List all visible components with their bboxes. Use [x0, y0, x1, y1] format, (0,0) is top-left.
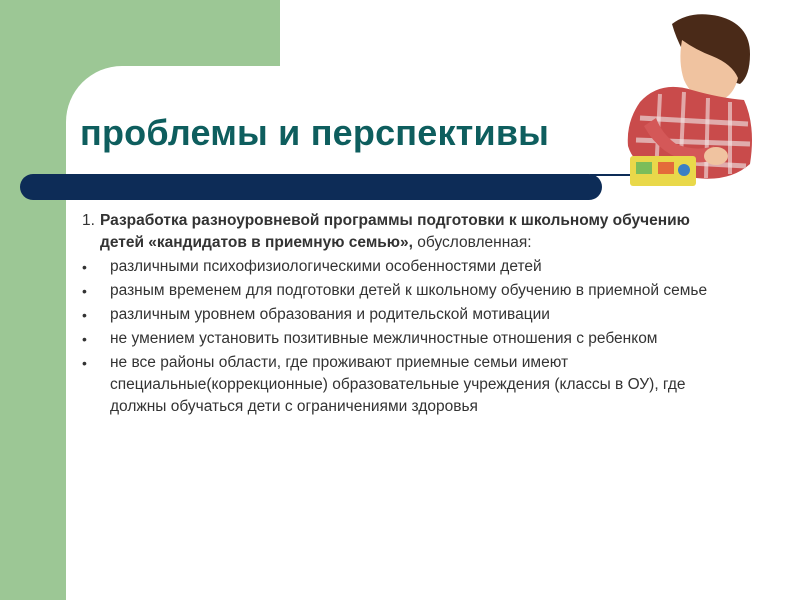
bullet-list: [82, 256, 722, 418]
bullet-icon: •: [82, 307, 87, 323]
bullet-icon: •: [82, 259, 87, 275]
item-number: 1.: [82, 212, 95, 229]
slide-body: [82, 210, 722, 420]
bullet-icon: •: [82, 331, 87, 347]
title-underline-bar: [20, 174, 602, 200]
list-item: [82, 304, 722, 326]
intro-paragraph: [82, 210, 722, 254]
bullet-icon: •: [82, 355, 87, 371]
list-item: [82, 328, 722, 350]
list-item-text: различными психофизиологическими особенностями детей: [110, 258, 542, 275]
list-item-text: разным временем для подготовки детей к школьному обучению в приемной семье: [110, 282, 708, 299]
child-hand: [704, 147, 728, 165]
child-playing-photo: [600, 6, 760, 196]
list-item-text: не умением установить позитивные межличностные отношения с ребенком: [110, 330, 658, 347]
slide-title: проблемы и перспективы: [80, 112, 550, 153]
list-item: [82, 352, 722, 418]
intro-normal-text: обусловленная:: [412, 234, 532, 251]
list-item: [82, 256, 722, 278]
bullet-icon: •: [82, 283, 87, 299]
list-item-text: не все районы области, где проживают приемные семьи имеют специальные(коррекционные) образовательные учреждения (классы в ОУ), где должны обучаться дети с ограничениями здоровья: [110, 354, 686, 415]
intro-bold-text: Разработка разноуровневой программы подготовки к школьному обучению детей «кандидатов в приемную семью»,: [100, 212, 690, 251]
list-item: [82, 280, 722, 302]
list-item-text: различным уровнем образования и родительской мотивации: [110, 306, 550, 323]
